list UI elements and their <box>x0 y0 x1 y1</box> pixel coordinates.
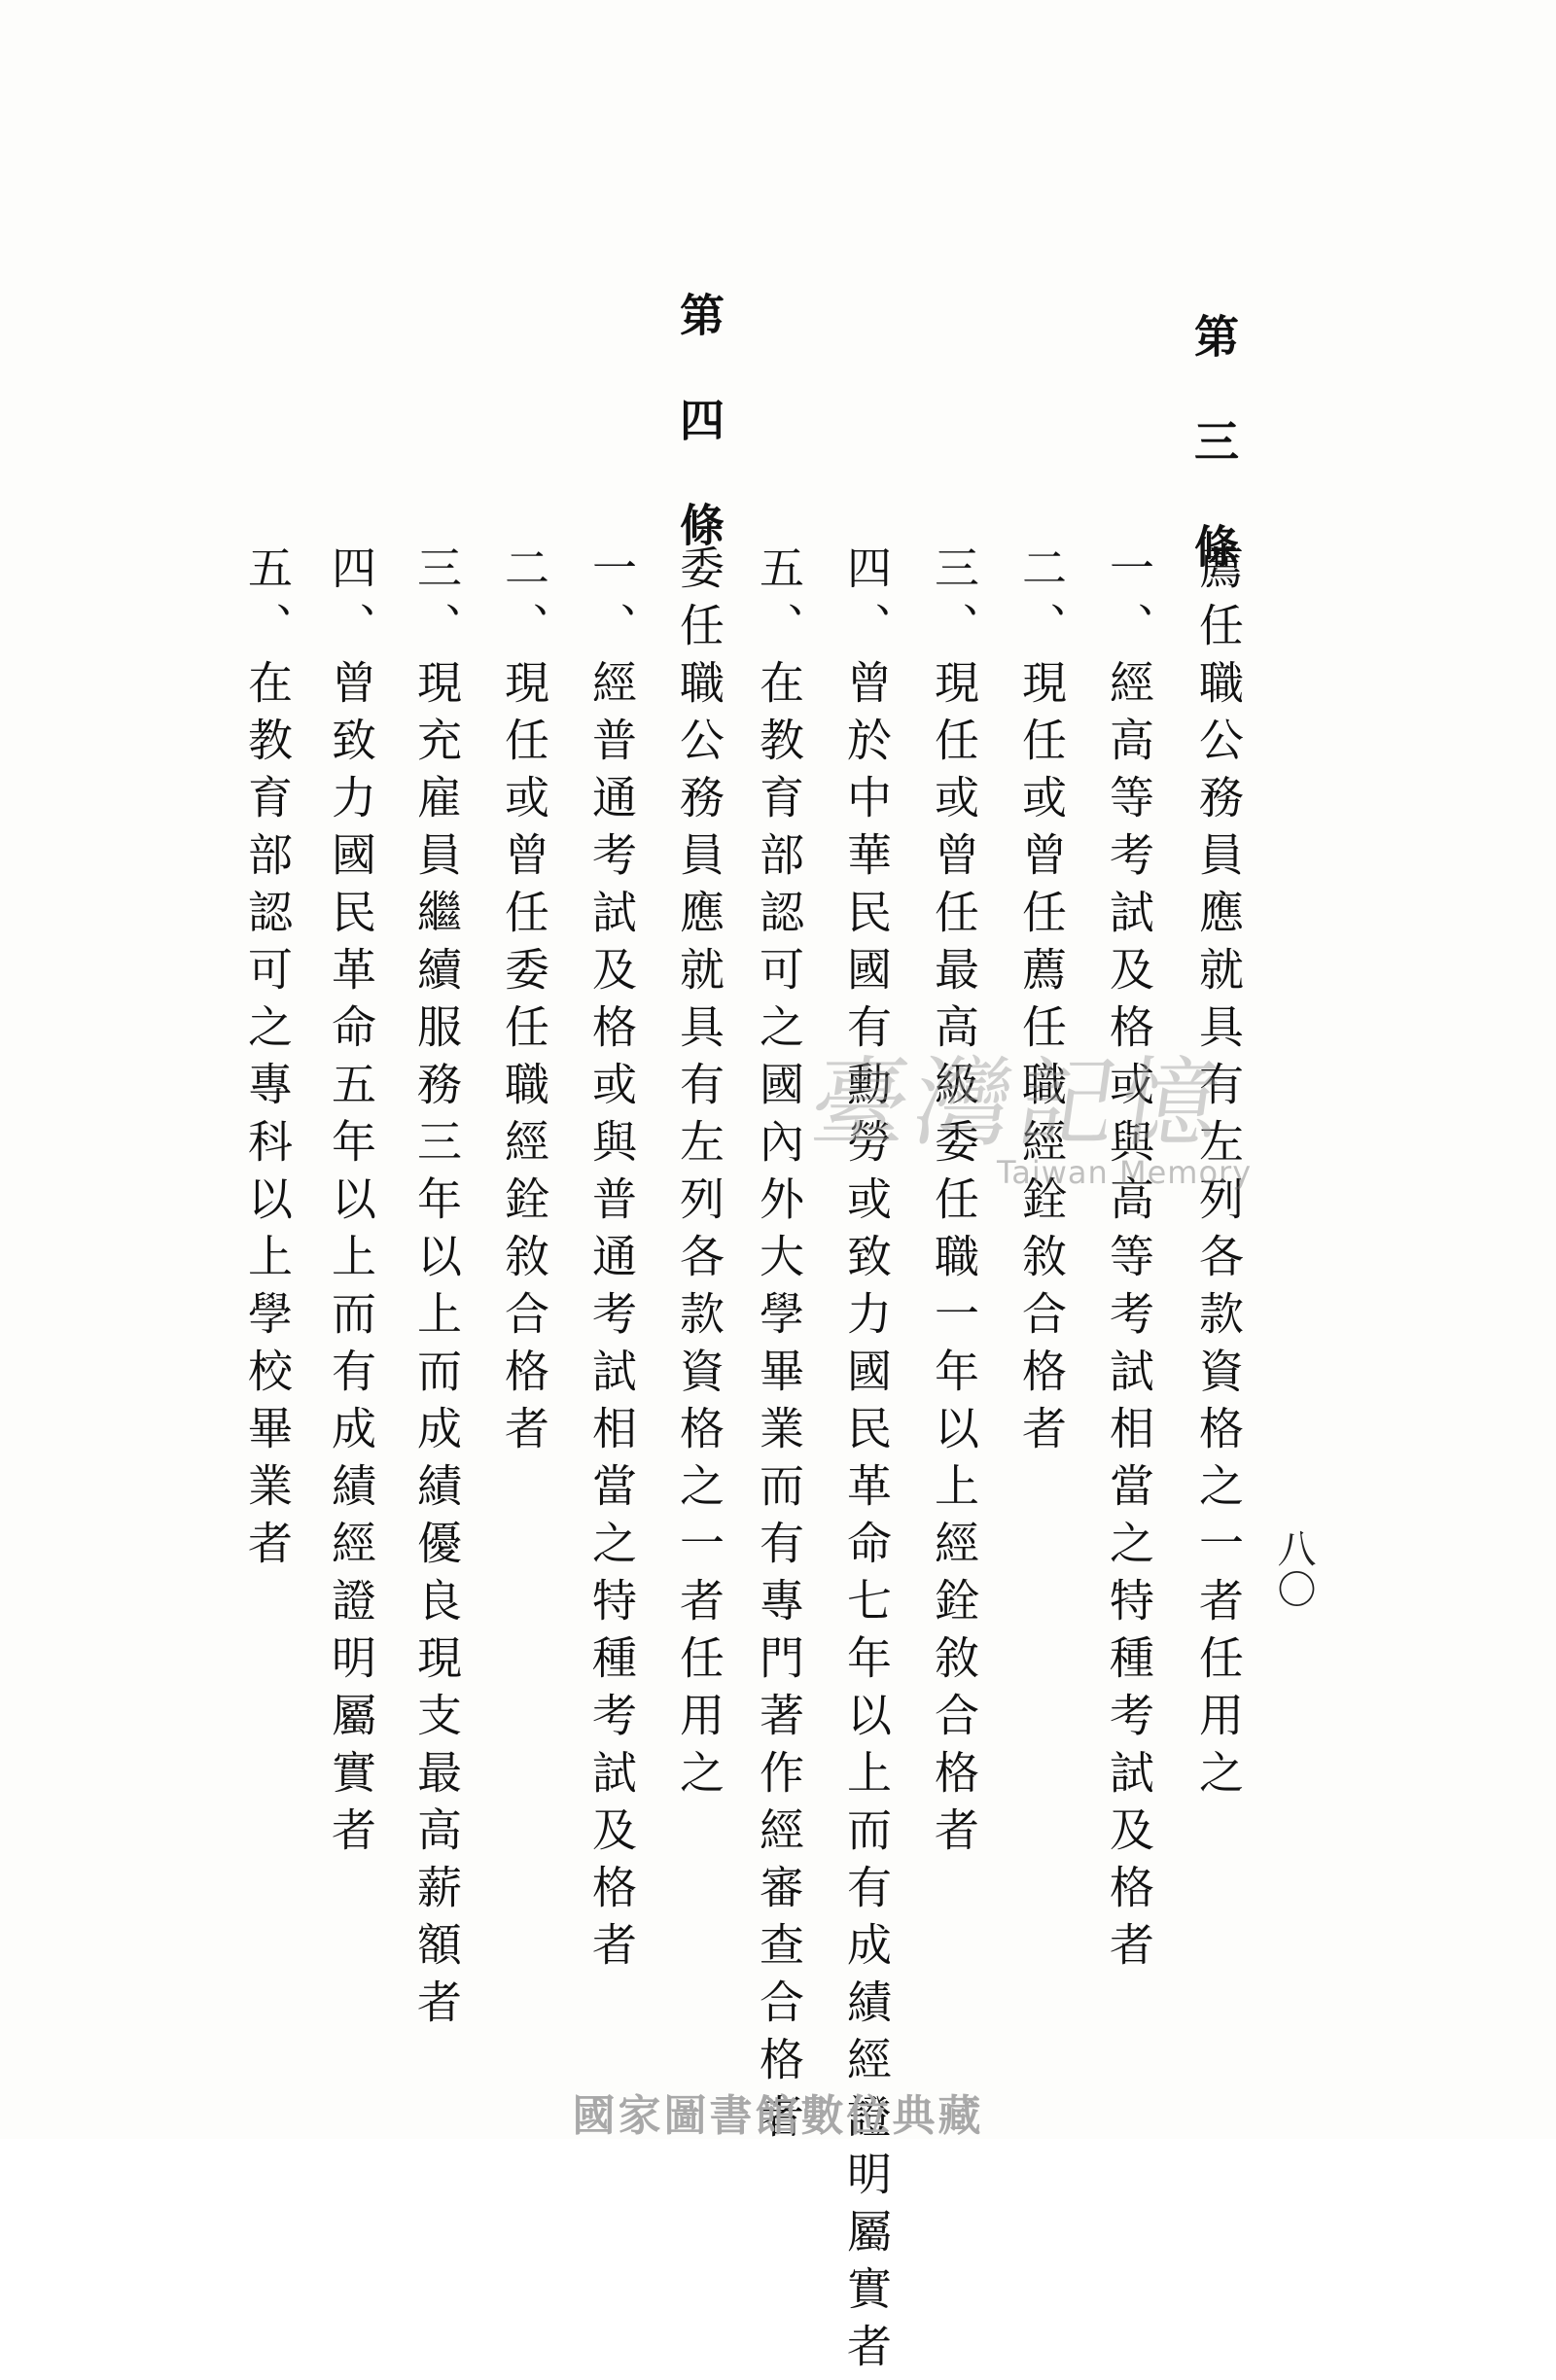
watermark-subtitle: Taiwan Memory <box>997 1154 1253 1191</box>
article4-item-3: 三、現充雇員繼續服務三年以上而成績優良現支最高薪額者 <box>410 544 463 2036</box>
article3-item-4: 四、曾於中華民國有勳勞或致力國民革命七年以上而有成績經證明屬實者 <box>840 544 893 2380</box>
article4-item-5: 五、在教育部認可之專科以上學校畢業者 <box>241 544 294 1577</box>
article4-heading: 第四條 <box>673 292 725 607</box>
article3-intro: 薦任職公務員應就具有左列各款資格之一者任用之 <box>1192 544 1245 1806</box>
article4-item-4: 四、曾致力國民革命五年以上而有成績經證明屬實者 <box>325 544 377 1864</box>
article4-intro: 委任職公務員應就具有左列各款資格之一者任用之 <box>673 544 725 1806</box>
article3-heading: 第三條 <box>1187 313 1240 628</box>
article4-item-2: 二、現任或曾任委任職經銓敘合格者 <box>498 544 550 1462</box>
article4-item-1: 一、經普通考試及格或與普通考試相當之特種考試及格者 <box>585 544 638 1978</box>
watermark-characters: 臺灣記憶 <box>803 1046 1233 1160</box>
page-number: 八〇 <box>1271 1528 1316 1610</box>
article3-item-1: 一、經高等考試及格或與高等考試相當之特種考試及格者 <box>1103 544 1155 1978</box>
library-footer: 國家圖書館數位典藏 <box>572 2091 984 2141</box>
article3-item-2: 二、現任或曾任薦任職經銓敘合格者 <box>1015 544 1068 1462</box>
taiwan-memory-watermark <box>803 1046 1259 1210</box>
article3-item-3: 三、現任或曾任最高級委任職一年以上經銓敘合格者 <box>928 544 980 1864</box>
article3-item-5: 五、在教育部認可之國內外大學畢業而有專門著作經審查合格者 <box>753 544 805 2151</box>
